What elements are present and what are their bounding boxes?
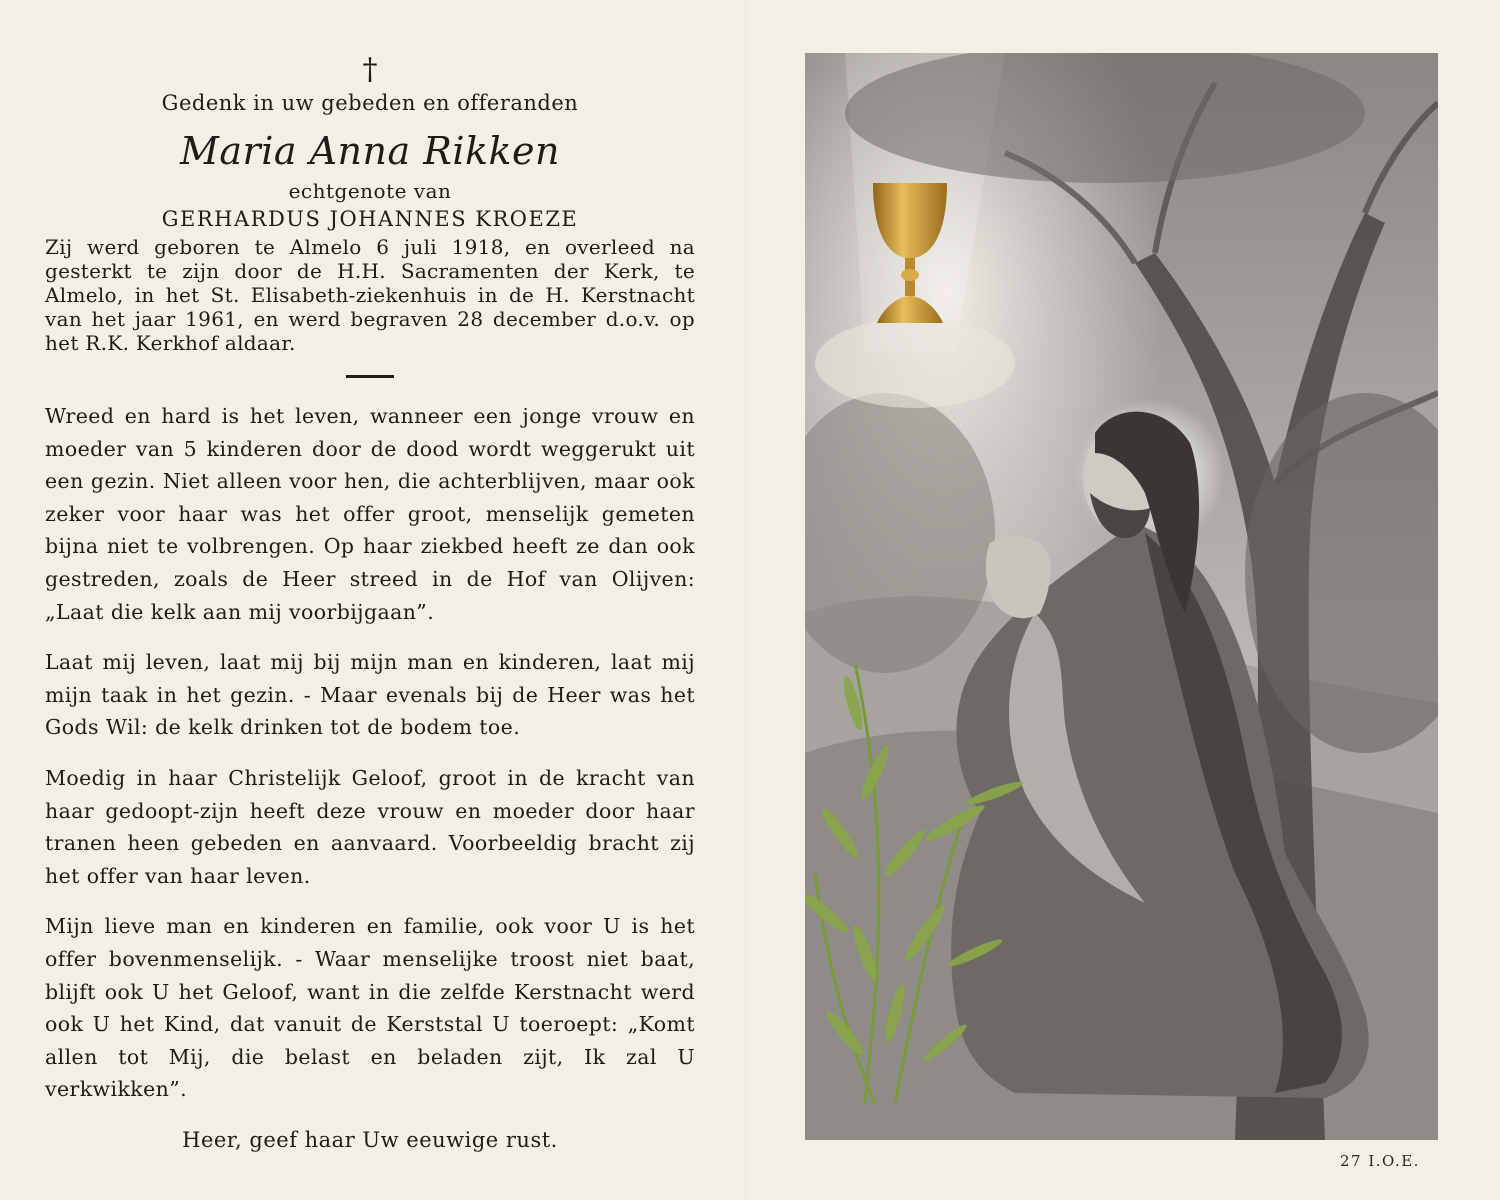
paragraph: Wreed en hard is het leven, wanneer een jonge vrouw en moeder van 5 kinderen door de dood wordt weggerukt uit een gezin. Niet alleen voor hen, die achterblijven, maar ook zeker voor haar was het offer groot, menselijk gemeten bijna niet te volbrengen. Op haar ziekbed heeft ze dan ook gestreden, zoals de Heer streed in de Hof van Olijven: „Laat die kelk aan mij voorbijgaan”. (45, 404, 695, 624)
divider (346, 375, 394, 378)
paragraph: Mijn lieve man en kinderen en familie, ook voor U is het offer bovenmenselijk. - Waar menselijke troost niet baat, blijft ook U het Geloof, want in die zelfde Kerstnacht werd ook U het Kind, dat vanuit de Kerststal U toeroept: „Komt allen tot Mij, die belast en beladen zijt, Ik zal U verkwikken”. (45, 914, 695, 1102)
biography: Zij werd geboren te Almelo 6 juli 1918, en overleed na gesterkt te zijn door de H.H. Sacramenten der Kerk, te Almelo, in het St. Elisabeth-ziekenhuis in de H. Kerstnacht van het jaar 1961, en werd begraven 28 december d.o.v. op het R.K. Kerkhof aldaar. (45, 235, 695, 355)
praying-christ-garden-illustration (805, 53, 1438, 1140)
print-credit: 27 I.O.E. (1340, 1152, 1420, 1170)
card-fold (745, 0, 747, 1200)
text-panel (45, 52, 695, 1152)
closing-prayer: Heer, geef haar Uw eeuwige rust. (182, 1127, 558, 1152)
spouse-name: GERHARDUS JOHANNES KROEZE (161, 207, 579, 231)
cross-icon: † (362, 52, 378, 87)
spouse-label: echtgenote van (288, 179, 452, 203)
paragraph: Moedig in haar Christelijk Geloof, groot in de kracht van haar gedoopt-zijn heeft deze vrouw en moeder door haar tranen heen gebeden en aanvaard. Voorbeeldig bracht zij het offer van haar leven. (45, 765, 695, 888)
deceased-name: Maria Anna Rikken (179, 129, 561, 173)
paragraph: Laat mij leven, laat mij bij mijn man en kinderen, laat mij mijn taak in het gezin. - Maar evenals bij de Heer was het Gods Wil: de kelk drinken tot de bodem toe. (45, 650, 695, 740)
intro-line: Gedenk in uw gebeden en offeranden (161, 91, 579, 115)
